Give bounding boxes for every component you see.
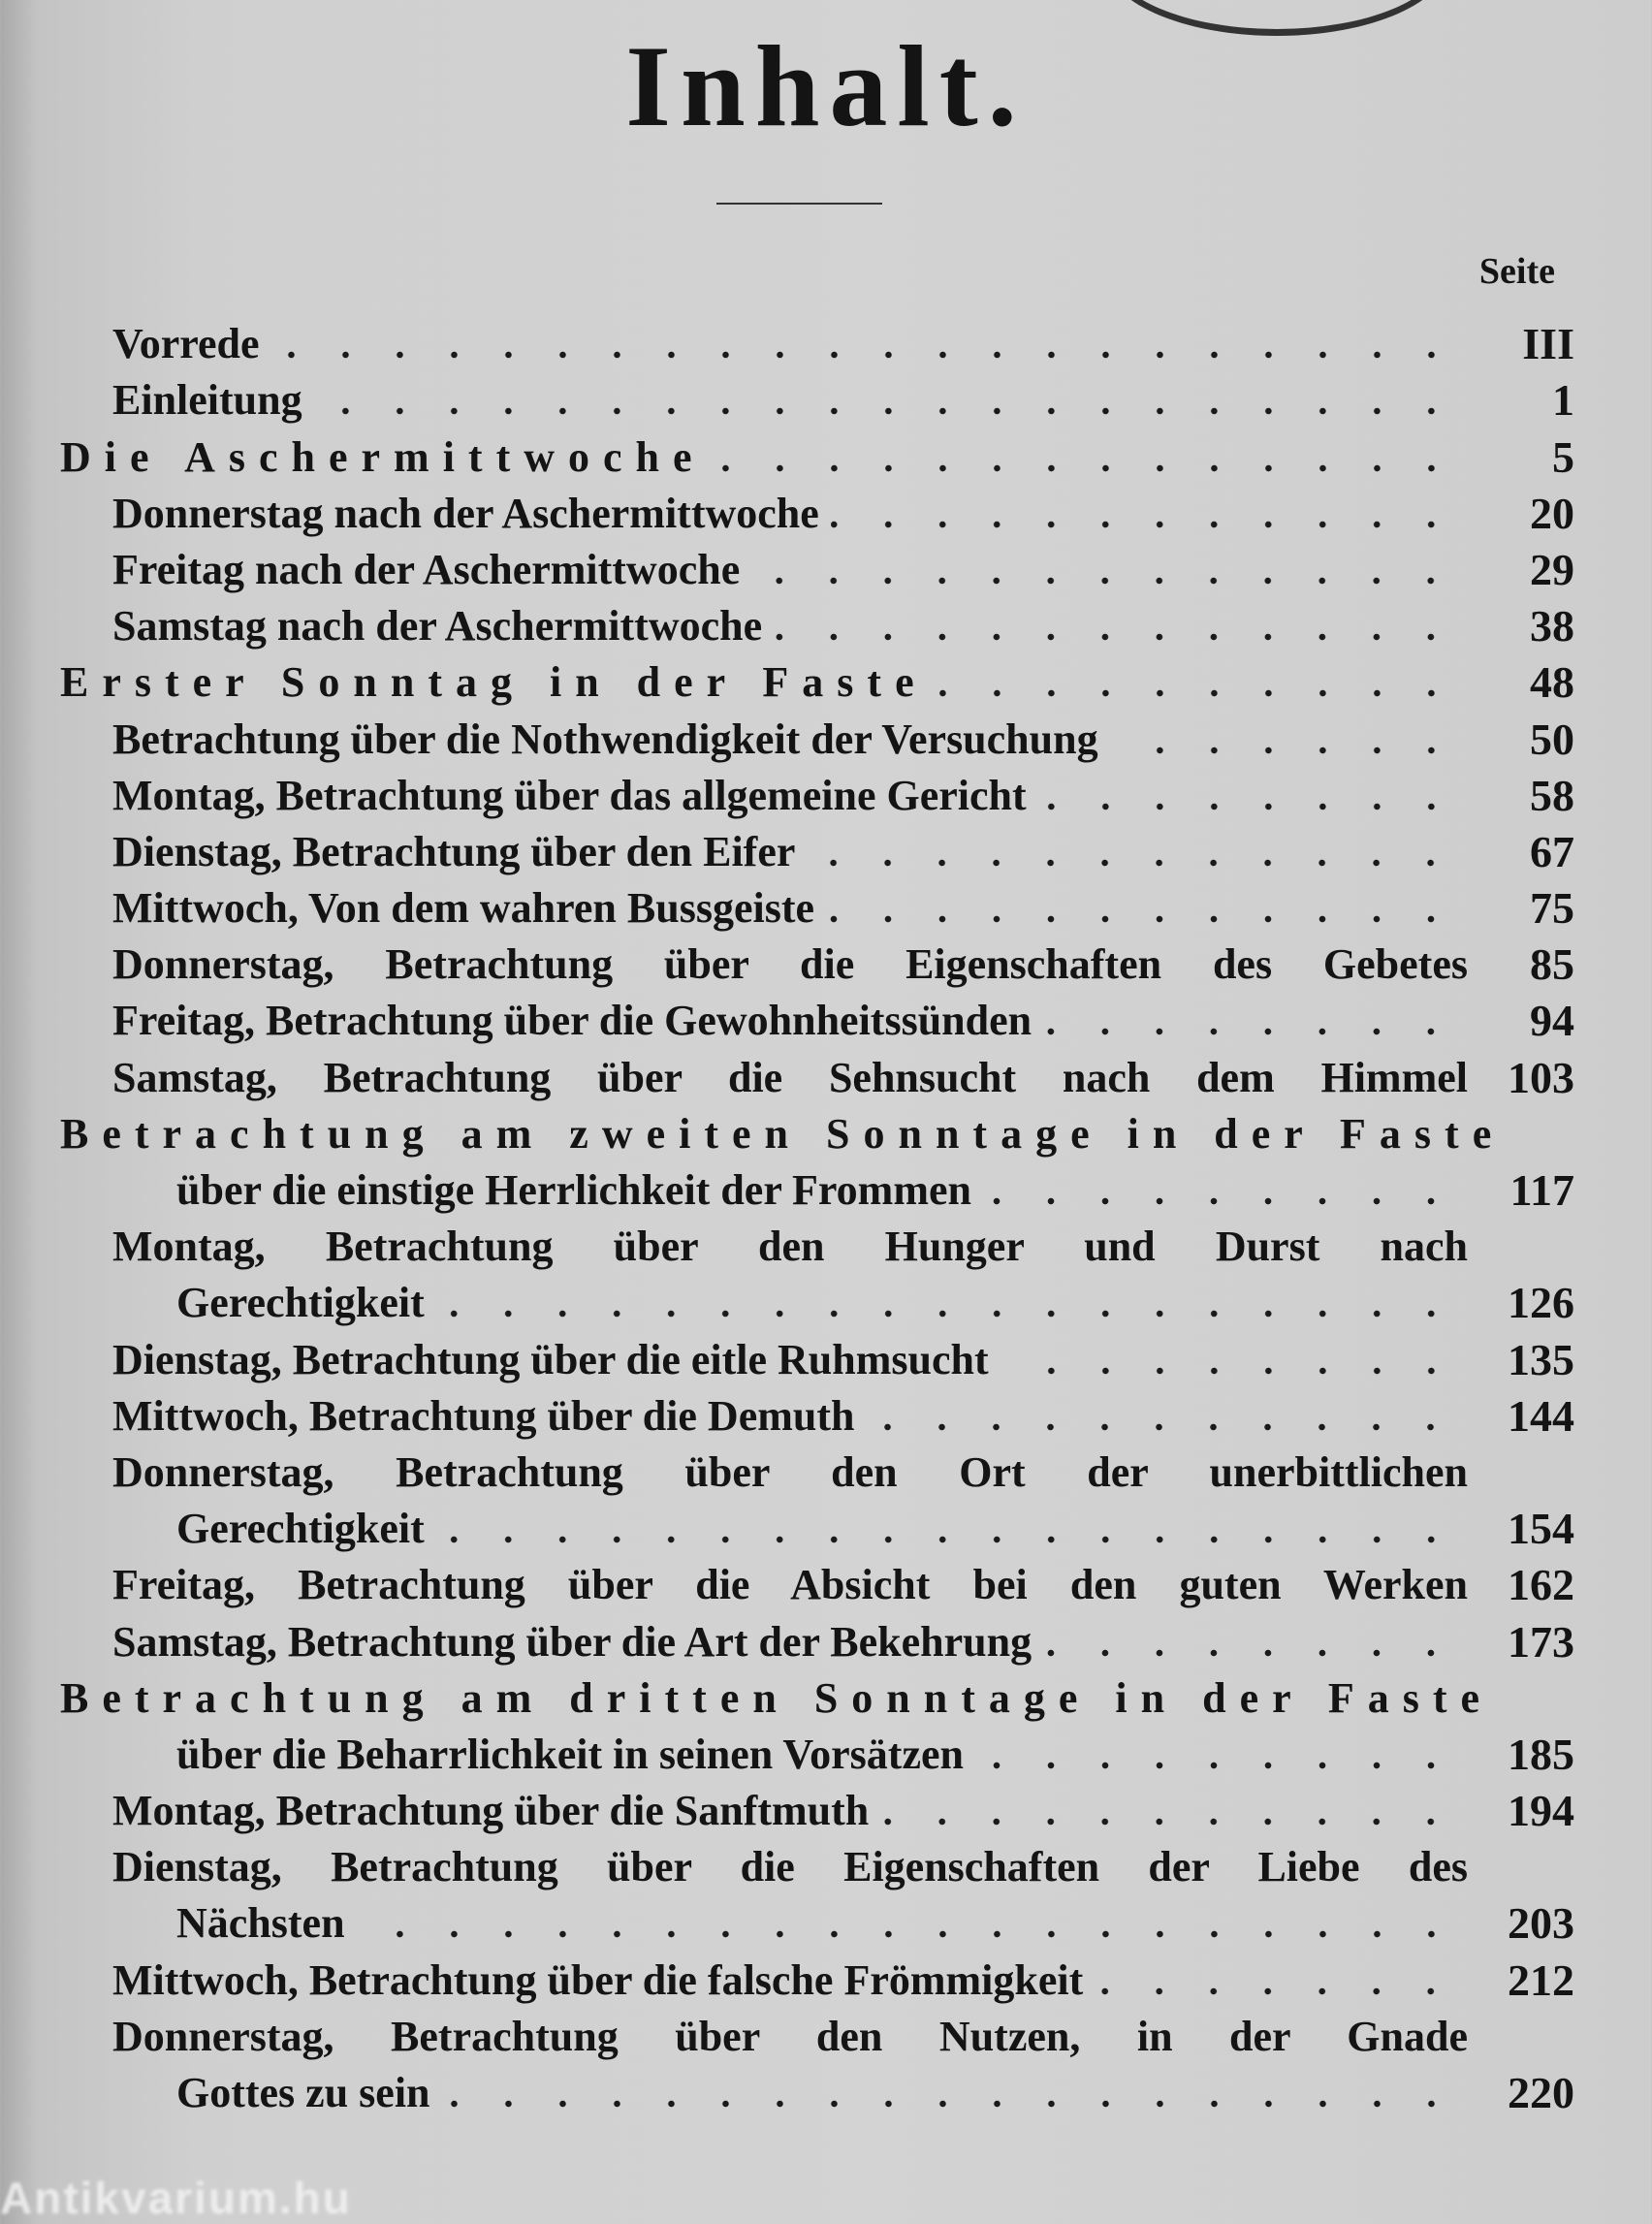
dot-leader xyxy=(939,689,1458,697)
toc-entry-title: Freitag, Betrachtung über die Absicht bei den guten Werken xyxy=(112,1561,1468,1609)
toc-entry-title: Nächsten xyxy=(176,1899,345,1948)
toc-page-number: 50 xyxy=(1530,714,1574,764)
toc-page-number: 48 xyxy=(1530,657,1574,708)
toc-entry-title: Mittwoch, Betrachtung über die Demuth xyxy=(112,1391,855,1440)
toc-entry xyxy=(0,316,1574,372)
title-divider xyxy=(716,203,882,205)
toc-entry-title: Mittwoch, Betrachtung über die falsche Frömmigkeit xyxy=(112,1955,1084,2004)
toc-entry xyxy=(0,372,1574,429)
toc-entry-title: Vorrede xyxy=(112,320,260,368)
toc-page-number: 144 xyxy=(1508,1390,1574,1441)
toc-entry xyxy=(0,1049,1574,1105)
toc-entry-title: über die einstige Herrlichkeit der Frommen xyxy=(176,1166,971,1214)
toc-entry-continuation xyxy=(0,1275,1574,1331)
toc-entry-title: Freitag nach der Aschermittwoche xyxy=(112,545,741,593)
toc-entry-title: Gottes zu sein xyxy=(176,2069,430,2116)
dot-leader xyxy=(442,2100,1458,2108)
toc-entry-title: Gerechtigkeit xyxy=(176,1505,425,1553)
toc-entry-title: Betrachtung über die Nothwendigkeit der Versuchung xyxy=(112,715,1098,763)
toc-entry-title: über die Beharrlichkeit in seinen Vorsätzen xyxy=(176,1730,964,1778)
toc-section-heading xyxy=(0,1670,1574,1727)
toc-entry-title: Donnerstag, Betrachtung über die Eigenschaften des Gebetes xyxy=(112,940,1468,989)
dot-leader xyxy=(436,1310,1458,1318)
toc-page-number: 173 xyxy=(1508,1616,1574,1667)
toc-entry-title: Betrachtung am zweiten Sonntage in der Faste xyxy=(60,1109,1506,1158)
toc-page-number: 126 xyxy=(1508,1278,1574,1328)
toc-entry xyxy=(0,1331,1574,1387)
dot-leader xyxy=(1038,803,1458,810)
dot-leader xyxy=(357,1930,1458,1938)
toc-entry-title: Gerechtigkeit xyxy=(176,1279,425,1327)
dot-leader xyxy=(751,577,1458,585)
toc-entry xyxy=(0,1219,1574,1275)
toc-page-number: 5 xyxy=(1552,431,1574,482)
toc-entry-title: Montag, Betrachtung über den Hunger und Durst nach xyxy=(112,1223,1468,1271)
toc-entry-continuation xyxy=(0,1162,1574,1219)
dot-leader xyxy=(807,859,1458,867)
dot-leader xyxy=(314,407,1458,415)
toc-entry xyxy=(0,598,1574,654)
toc-entry-title: Samstag nach der Aschermittwoche xyxy=(112,602,763,651)
toc-entry-continuation xyxy=(0,1895,1574,1952)
dot-leader xyxy=(880,1818,1458,1826)
toc-entry-title: Mittwoch, Von dem wahren Bussgeiste xyxy=(112,884,815,933)
toc-page-number: 75 xyxy=(1530,883,1574,934)
toc-entry xyxy=(0,1839,1574,1895)
toc-page-number: 1 xyxy=(1552,375,1574,426)
toc-entry-title: Dienstag, Betrachtung über die Eigenschaften der Liebe des xyxy=(112,1843,1468,1891)
dot-leader xyxy=(436,1536,1458,1543)
dot-leader xyxy=(1110,747,1458,754)
toc-entry-title: Einleitung xyxy=(112,376,302,425)
toc-entry-title: Dienstag, Betrachtung über die eitle Ruhmsucht xyxy=(112,1335,989,1383)
toc-entry-title: Montag, Betrachtung über die Sanftmuth xyxy=(112,1787,870,1835)
page-title: Inhalt. xyxy=(625,21,1027,150)
toc-page-number: 194 xyxy=(1508,1786,1574,1836)
toc-page-number: 185 xyxy=(1508,1729,1574,1779)
toc-entry-title: Freitag, Betrachtung über die Gewohnheitssünden xyxy=(112,997,1032,1045)
toc-entry-title: Donnerstag, Betrachtung über den Ort der unerbittlichen xyxy=(112,1447,1468,1496)
dot-leader xyxy=(826,915,1458,923)
dot-leader xyxy=(717,464,1458,472)
toc-page-number: 212 xyxy=(1508,1954,1574,2005)
toc-entry xyxy=(0,993,1574,1049)
toc-entry-continuation xyxy=(0,1501,1574,1557)
toc-page-number: 103 xyxy=(1508,1052,1574,1102)
page-column-header: Seite xyxy=(1478,251,1555,292)
toc-page-number: 117 xyxy=(1509,1165,1574,1215)
toc-entry-continuation xyxy=(0,1727,1574,1783)
toc-entry xyxy=(0,1388,1574,1445)
toc-entry-title: Samstag, Betrachtung über die Sehnsucht nach dem Himmel xyxy=(112,1053,1468,1101)
dot-leader xyxy=(866,1423,1458,1431)
toc-entry xyxy=(0,937,1574,993)
toc-entry-title: Die Aschermittwoche xyxy=(60,432,706,481)
dot-leader xyxy=(1043,1649,1458,1657)
dot-leader xyxy=(975,1762,1458,1769)
toc-page-number: 203 xyxy=(1508,1898,1574,1949)
toc-entry-title: Donnerstag, Betrachtung über den Nutzen, in der Gnade xyxy=(112,2012,1468,2060)
toc-entry-title: Donnerstag nach der Aschermittwoche xyxy=(112,489,819,537)
toc-page-number: 85 xyxy=(1530,939,1574,990)
toc-page-number: 58 xyxy=(1530,770,1574,820)
toc-page-number: III xyxy=(1522,319,1574,369)
toc-page-number: 20 xyxy=(1530,488,1574,538)
toc-page-number: 162 xyxy=(1508,1560,1574,1610)
toc-entry-title: Montag, Betrachtung über das allgemeine Gericht xyxy=(112,771,1027,819)
toc-entry xyxy=(0,824,1574,880)
toc-entry-title: Betrachtung am dritten Sonntage in der Faste xyxy=(60,1673,1494,1722)
toc-entry-title: Erster Sonntag in der Faste xyxy=(60,658,928,707)
toc-entry xyxy=(0,1557,1574,1613)
toc-entry xyxy=(0,1783,1574,1839)
toc-entry xyxy=(0,486,1574,542)
toc-section-heading xyxy=(0,1106,1574,1162)
toc-entry xyxy=(0,1613,1574,1669)
toc-page-number: 67 xyxy=(1530,826,1574,876)
toc-page-number: 29 xyxy=(1530,544,1574,594)
toc-entry xyxy=(0,1445,1574,1501)
table-of-contents xyxy=(0,316,1652,2121)
toc-entry xyxy=(0,1952,1574,2008)
toc-page-number: 220 xyxy=(1508,2068,1574,2117)
dot-leader xyxy=(271,351,1458,359)
toc-entry xyxy=(0,711,1574,767)
toc-page-number: 154 xyxy=(1508,1504,1574,1554)
watermark: Antikvarium.hu xyxy=(0,2173,352,2223)
toc-page-number: 38 xyxy=(1530,601,1574,651)
dot-leader xyxy=(1095,1987,1458,1995)
toc-section-heading xyxy=(0,654,1574,711)
toc-entry xyxy=(0,880,1574,937)
toc-page-number: 94 xyxy=(1530,996,1574,1046)
toc-entry xyxy=(0,542,1574,598)
dot-leader xyxy=(831,521,1458,528)
toc-entry xyxy=(0,2009,1574,2065)
toc-entry xyxy=(0,768,1574,824)
dot-leader xyxy=(1043,1028,1458,1035)
toc-entry-title: Samstag, Betrachtung über die Art der Bekehrung xyxy=(112,1617,1032,1666)
dot-leader xyxy=(774,633,1458,641)
dot-leader xyxy=(1001,1367,1458,1375)
toc-entry-title: Dienstag, Betrachtung über den Eifer xyxy=(112,827,796,875)
toc-section-heading xyxy=(0,429,1574,485)
toc-entry-continuation xyxy=(0,2065,1574,2121)
toc-page-number: 135 xyxy=(1508,1334,1574,1384)
dot-leader xyxy=(983,1197,1458,1205)
